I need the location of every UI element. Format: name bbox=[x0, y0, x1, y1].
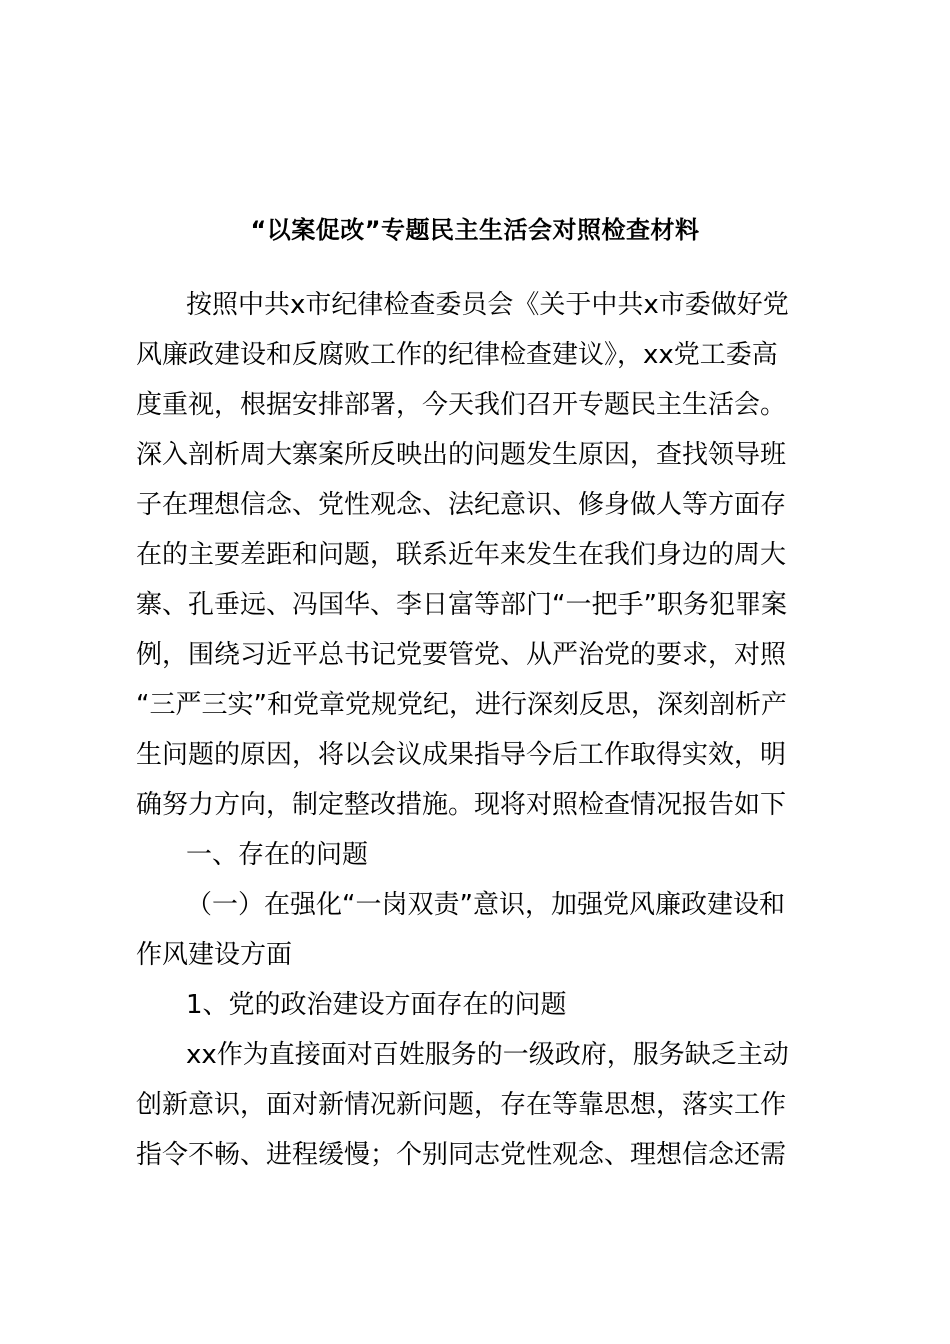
section-heading: 一、存在的问题 bbox=[186, 840, 369, 870]
paragraph-line: 按照中共x市纪律检查委员会《关于中共x市委做好党 bbox=[186, 290, 789, 320]
subsection-heading-line: 作风建设方面 bbox=[136, 940, 293, 970]
paragraph-line: 指令不畅、进程缓慢；个别同志党性观念、理想信念还需 bbox=[136, 1140, 787, 1170]
document-title: “以案促改”专题民主生活会对照检查材料 bbox=[250, 216, 700, 244]
paragraph-line: 寨、孔垂远、冯国华、李日富等部门“一把手”职务犯罪案 bbox=[136, 590, 787, 620]
paragraph-line: 度重视，根据安排部署，今天我们召开专题民主生活会。 bbox=[136, 390, 787, 420]
paragraph-line: 确努力方向，制定整改措施。现将对照检查情况报告如下 bbox=[136, 790, 787, 820]
paragraph-line: xx作为直接面对百姓服务的一级政府，服务缺乏主动 bbox=[186, 1040, 789, 1070]
paragraph-line: 例，围绕习近平总书记党要管党、从严治党的要求，对照 bbox=[136, 640, 787, 670]
paragraph-line: 深入剖析周大寨案所反映出的问题发生原因，查找领导班 bbox=[136, 440, 787, 470]
item-heading: 1、党的政治建设方面存在的问题 bbox=[186, 990, 567, 1020]
paragraph-line: 创新意识，面对新情况新问题，存在等靠思想，落实工作 bbox=[136, 1090, 787, 1120]
subsection-heading-line: （一）在强化“一岗双责”意识，加强党风廉政建设和 bbox=[186, 890, 785, 920]
paragraph-line: 风廉政建设和反腐败工作的纪律检查建议》，xx党工委高 bbox=[136, 340, 778, 370]
paragraph-line: 在的主要差距和问题，联系近年来发生在我们身边的周大 bbox=[136, 540, 787, 570]
paragraph-line: 生问题的原因，将以会议成果指导今后工作取得实效，明 bbox=[136, 740, 787, 770]
paragraph-line: “三严三实”和党章党规党纪，进行深刻反思，深刻剖析产 bbox=[136, 690, 787, 720]
paragraph-line: 子在理想信念、党性观念、法纪意识、修身做人等方面存 bbox=[136, 490, 787, 520]
